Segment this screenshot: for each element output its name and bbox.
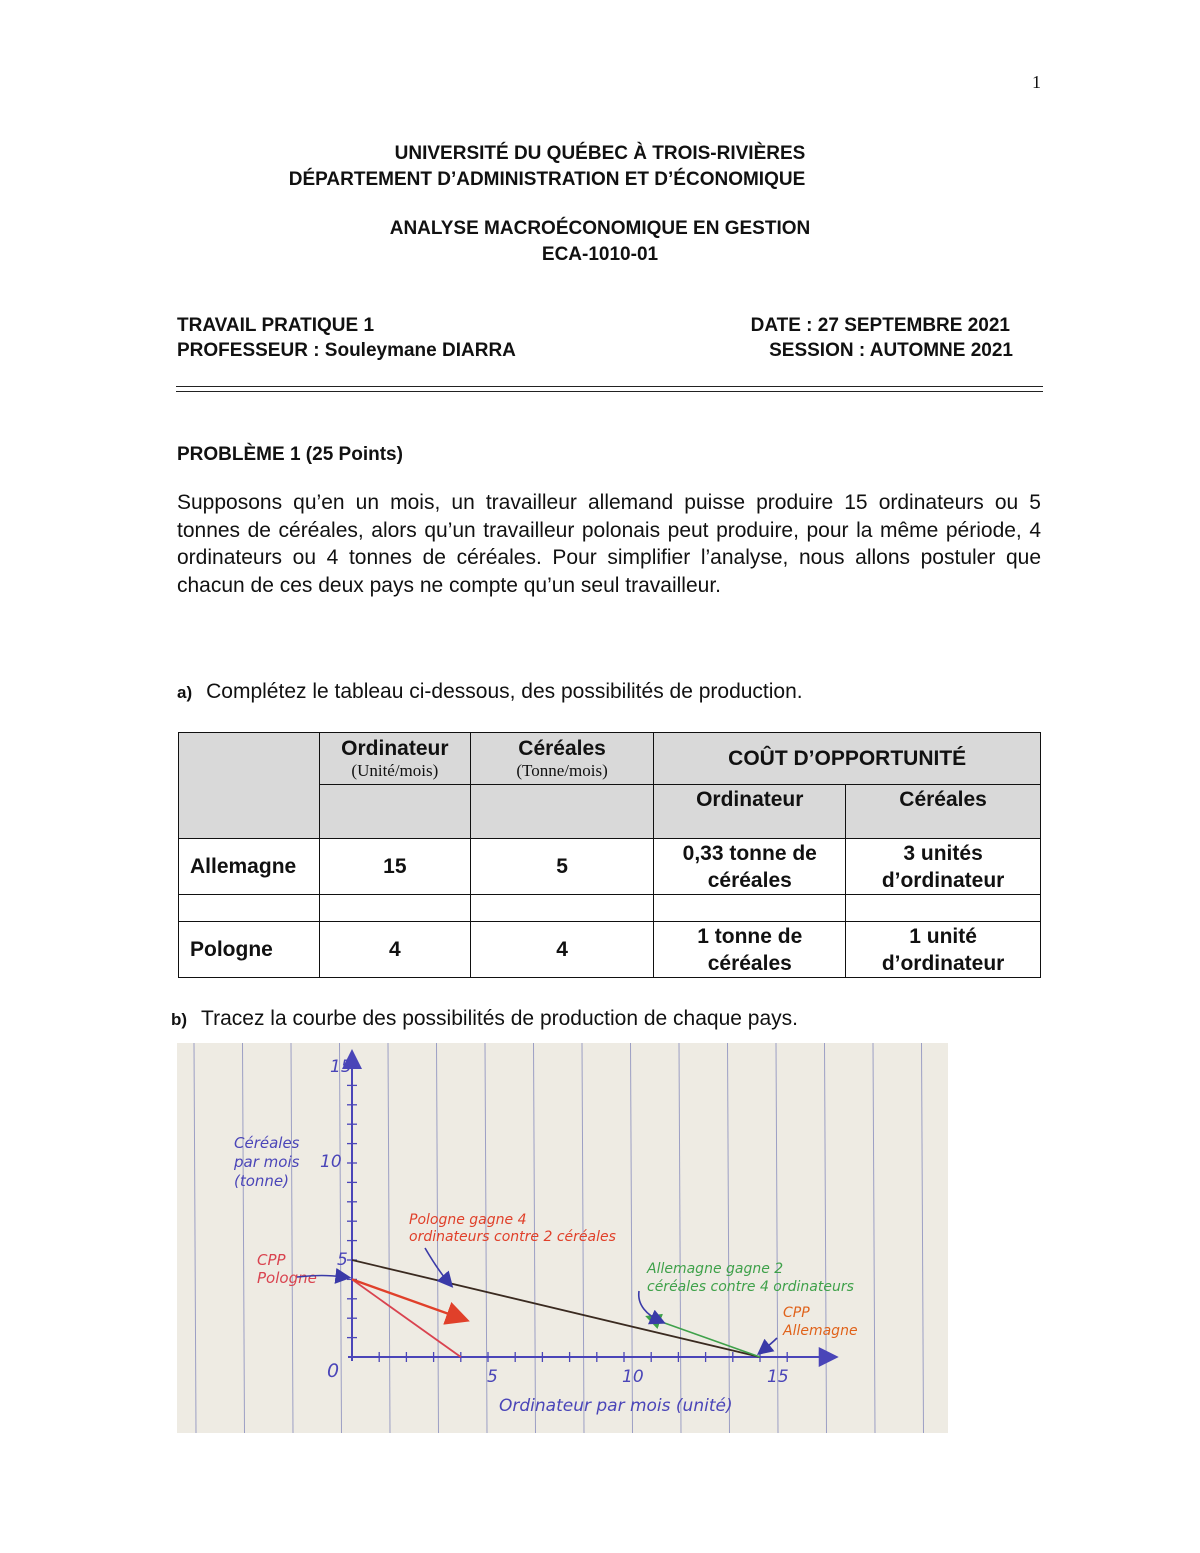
pologne-gain-label-2: ordinateurs contre 2 céréales xyxy=(409,1229,616,1245)
problem-title: PROBLÈME 1 (25 Points) xyxy=(177,444,403,465)
spacer-cell xyxy=(470,895,654,922)
notebook-line xyxy=(243,1043,245,1433)
table-row xyxy=(179,922,1041,978)
header-ordinateur-label: Ordinateur xyxy=(341,736,449,760)
question-b-text: Tracez la courbe des possibilités de production de chaque pays. xyxy=(201,1007,798,1030)
x-tick-label-5: 5 xyxy=(487,1367,498,1387)
problem-statement: Supposons qu’en un mois, un travailleur allemand puisse produire 15 ordinateurs ou 5 tonnes de céréales, alors qu’un travailleur polonais peut produire, pour la même période, 4 ordinateurs ou 4 tonnes de céréales. Pour simplifier l’analyse, nous allons postuler que chacun de ces deux pays ne compte qu’un seul travailleur. xyxy=(177,491,1041,597)
notebook-line xyxy=(728,1043,730,1433)
origin-label: 0 xyxy=(327,1360,340,1382)
header-divider-bottom xyxy=(176,391,1043,392)
row-country xyxy=(179,839,320,895)
notebook-line xyxy=(825,1043,827,1433)
production-table xyxy=(178,732,1041,978)
question-b-label: b) xyxy=(171,1010,188,1029)
cpp-allemagne-label-2: Allemagne xyxy=(783,1323,858,1339)
cout-ordinateur-pologne: 1 tonne de céréales xyxy=(697,924,803,975)
cpp-allemagne-label-1: CPP xyxy=(783,1305,810,1321)
cpp-pologne-label-1: CPP xyxy=(257,1251,286,1269)
cout-cereales-pologne: 1 unité d’ordinateur xyxy=(881,924,1005,975)
notebook-line xyxy=(340,1043,342,1433)
row-country: Pologne xyxy=(179,922,320,978)
session-name: SESSION : AUTOMNE 2021 xyxy=(769,340,1013,361)
y-tick-label-15: 15 xyxy=(330,1057,352,1077)
professor-name: PROFESSEUR : Souleymane DIARRA xyxy=(177,340,516,361)
department-name: DÉPARTEMENT D’ADMINISTRATION ET D’ÉCONOMIQUE xyxy=(288,169,806,190)
header-cereales-unit: (Tonne/mois) xyxy=(516,760,608,780)
y-axis-label-text xyxy=(233,1134,300,1190)
y-axis-label-line: par mois xyxy=(234,1153,300,1171)
y-axis-label xyxy=(233,1134,300,1190)
row-ordinateur: 4 xyxy=(319,922,470,978)
handwritten-graph xyxy=(177,1043,948,1433)
y-axis-label-line: Céréales xyxy=(234,1134,300,1152)
notebook-line xyxy=(873,1043,875,1433)
row-cereales: 5 xyxy=(470,839,654,895)
course-title: ANALYSE MACROÉCONOMIQUE EN GESTION xyxy=(389,218,811,239)
table-row-spacer xyxy=(179,895,1041,922)
spacer-cell xyxy=(846,895,1041,922)
subheader-ordinateur: Ordinateur xyxy=(654,785,846,839)
row-cout-cereales xyxy=(846,922,1041,978)
row-cereales: 4 xyxy=(470,922,654,978)
notebook-line xyxy=(922,1043,924,1433)
country-allemagne: Allemagne xyxy=(190,855,297,878)
assignment-title: TRAVAIL PRATIQUE 1 xyxy=(177,315,375,336)
subheader-empty-1 xyxy=(319,785,470,839)
allemagne-gain-label-1: Allemagne gagne 2 xyxy=(647,1261,784,1277)
notebook-line xyxy=(291,1043,293,1433)
row-cout-ordinateur xyxy=(654,839,846,895)
row-cout-ordinateur xyxy=(654,922,846,978)
header-cereales-label: Céréales xyxy=(518,736,606,760)
header-cereales xyxy=(470,733,654,785)
chart-labels xyxy=(233,1057,858,1416)
cpp-pologne-line xyxy=(352,1279,461,1357)
cout-cereales-allemagne: 3 unités d’ordinateur xyxy=(881,841,1005,892)
allemagne-trade-arrow xyxy=(651,1318,760,1357)
notebook-line xyxy=(388,1043,390,1433)
spacer-cell xyxy=(179,895,320,922)
header-cout-opportunite: COÛT D’OPPORTUNITÉ xyxy=(654,733,1041,785)
y-tick-label-10: 10 xyxy=(320,1152,342,1172)
pointer-cpp-pologne xyxy=(297,1276,345,1278)
assignment-date: DATE : 27 SEPTEMBRE 2021 xyxy=(750,315,1010,336)
spacer-cell xyxy=(654,895,846,922)
y-axis-label-line: (tonne) xyxy=(234,1172,290,1190)
table-corner-cell xyxy=(179,733,320,839)
notebook-line xyxy=(679,1043,681,1433)
chart-axes xyxy=(348,1057,831,1361)
question-a-label: a) xyxy=(177,683,193,702)
pologne-trade-arrow xyxy=(352,1279,461,1318)
row-ordinateur: 15 xyxy=(319,839,470,895)
pointer-cpp-allemagne xyxy=(762,1338,777,1351)
spacer-cell xyxy=(319,895,470,922)
pointer-allemagne-gain xyxy=(639,1291,660,1321)
table-row xyxy=(179,839,1041,895)
notebook-line xyxy=(194,1043,196,1433)
header-ordinateur xyxy=(319,733,470,785)
university-name: UNIVERSITÉ DU QUÉBEC À TROIS-RIVIÈRES xyxy=(394,143,806,164)
cpp-pologne-label-2: Pologne xyxy=(257,1269,317,1287)
cout-ordinateur-allemagne: 0,33 tonne de céréales xyxy=(682,841,817,892)
question-a-text: Complétez le tableau ci-dessous, des possibilités de production. xyxy=(206,680,803,703)
row-cout-cereales xyxy=(846,839,1041,895)
subheader-empty-2 xyxy=(470,785,654,839)
question-a xyxy=(177,680,803,704)
header-divider-top xyxy=(176,386,1043,387)
course-code: ECA-1010-01 xyxy=(541,244,659,265)
x-axis-label: Ordinateur par mois (unité) xyxy=(499,1396,733,1416)
pologne-gain-label-1: Pologne gagne 4 xyxy=(409,1212,527,1228)
allemagne-gain-label-2: céréales contre 4 ordinateurs xyxy=(647,1279,854,1295)
y-tick-label-5: 5 xyxy=(337,1250,348,1270)
page-number: 1 xyxy=(1032,72,1041,92)
ppc-chart xyxy=(177,1043,948,1433)
question-b xyxy=(171,1007,798,1031)
x-tick-label-15: 15 xyxy=(767,1367,789,1387)
subheader-cereales: Céréales xyxy=(846,785,1041,839)
header-ordinateur-unit: (Unité/mois) xyxy=(351,760,439,780)
x-tick-label-10: 10 xyxy=(622,1367,644,1387)
